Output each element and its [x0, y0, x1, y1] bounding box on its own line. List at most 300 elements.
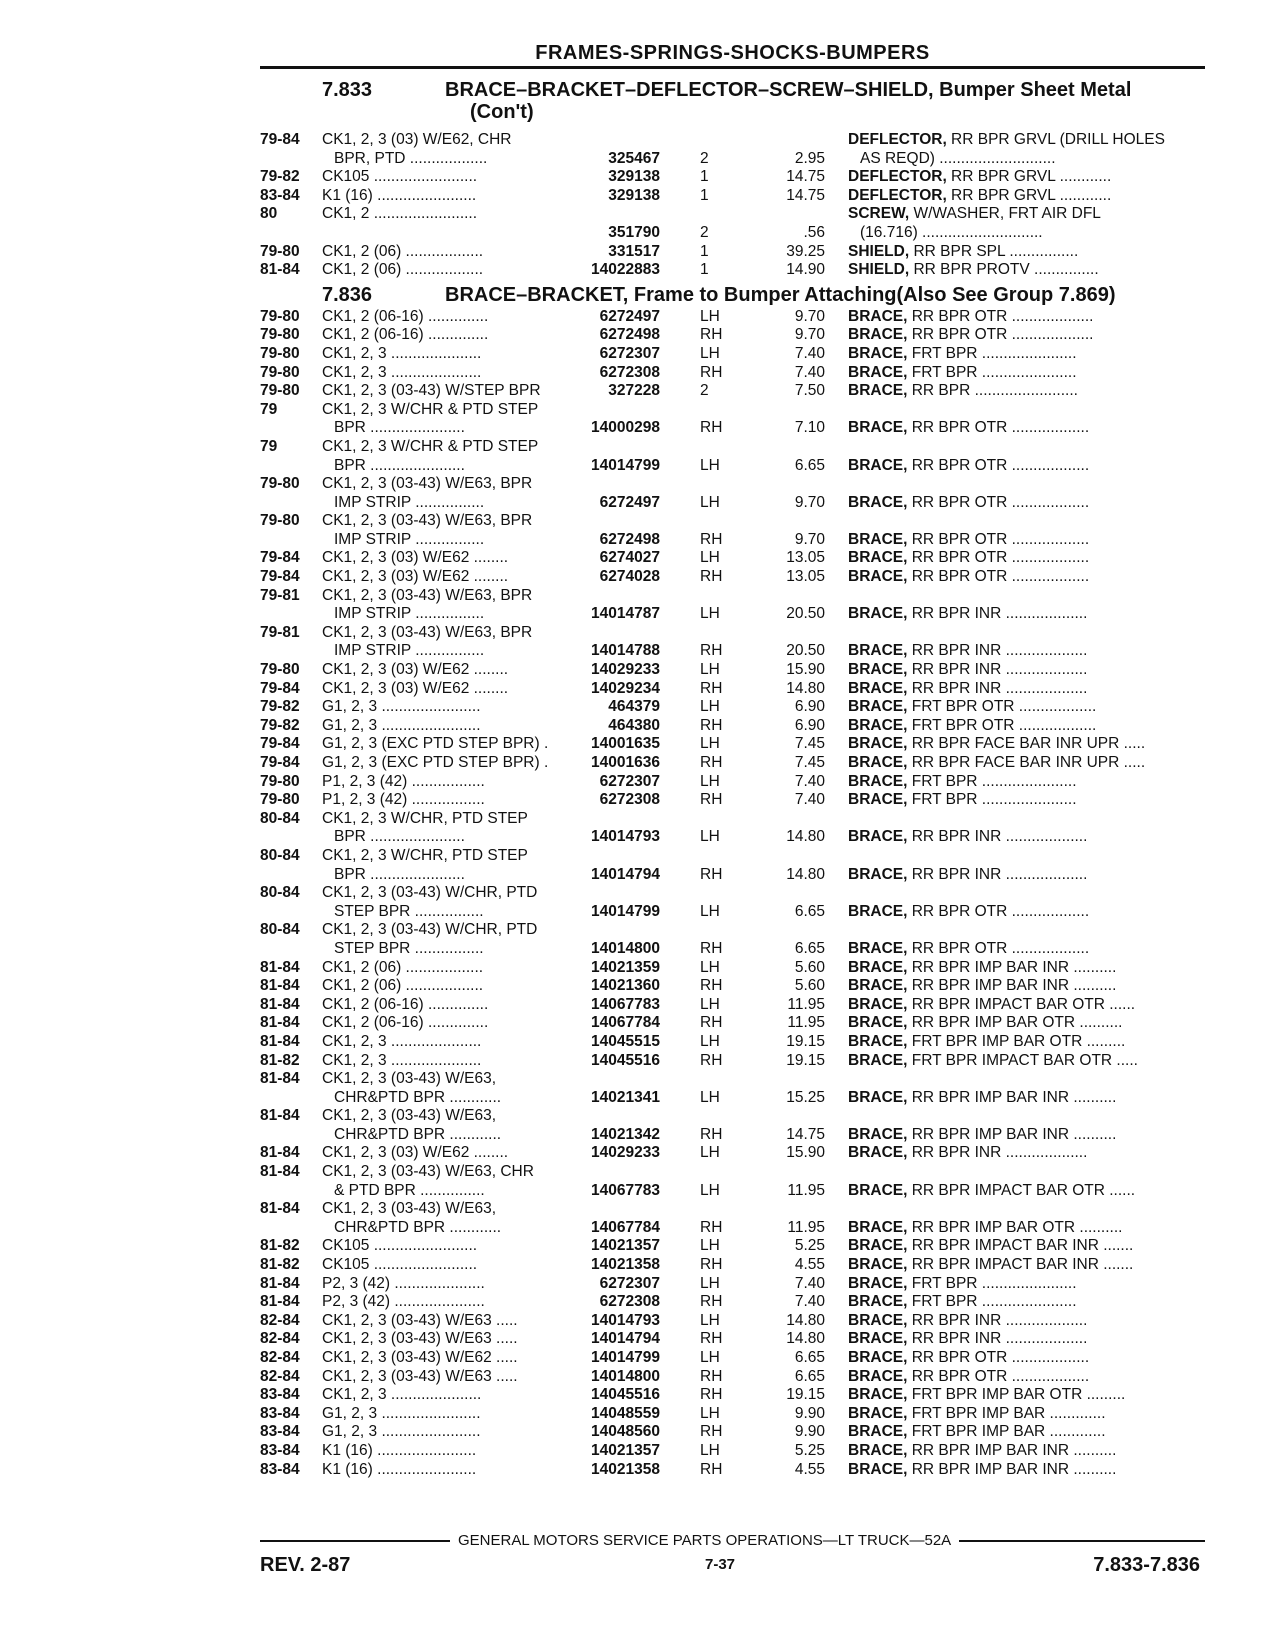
model-year: 79-84 — [260, 735, 300, 753]
price: 6.65 — [794, 902, 825, 920]
price: 14.80 — [786, 679, 825, 697]
part-row — [260, 1423, 1205, 1442]
part-row — [260, 1275, 1205, 1294]
part-name: BRACE, — [848, 326, 908, 344]
part-number: 327228 — [608, 382, 660, 400]
part-name: BRACE, — [848, 995, 908, 1013]
part-number: 14014793 — [591, 828, 660, 846]
part-description — [848, 605, 1208, 624]
model-usage: CK1, 2, 3 (03-43) W/CHR, PTD — [322, 921, 538, 939]
model-usage: CK1, 2, 3 (03-43) W/E63 ..... — [322, 1330, 518, 1348]
part-detail: RR BPR INR ................... — [907, 1144, 1088, 1162]
part-name: BRACE, — [848, 1256, 908, 1274]
model-usage: CK1, 2 (06-16) .............. — [322, 995, 489, 1013]
part-number: 14067783 — [591, 995, 660, 1013]
part-number: 14001635 — [591, 735, 660, 753]
price: 14.80 — [786, 828, 825, 846]
model-usage-cont: CHR&PTD BPR ............ — [334, 1125, 502, 1143]
model-usage: CK1, 2 (06-16) .............. — [322, 307, 489, 325]
part-name: DEFLECTOR, — [848, 131, 947, 148]
part-detail: RR BPR OTR .................. — [907, 1367, 1090, 1385]
quantity: LH — [700, 456, 720, 474]
model-usage: K1 (16) ....................... — [322, 186, 477, 204]
quantity: LH — [700, 772, 720, 790]
part-detail: RR BPR IMP BAR INR .......... — [907, 1125, 1117, 1143]
price: 4.55 — [794, 1460, 825, 1478]
part-row — [260, 735, 1205, 754]
part-name: BRACE, — [848, 865, 908, 883]
part-description — [848, 1014, 1208, 1033]
part-detail: RR BPR OTR .................. — [907, 568, 1090, 586]
group-title: BRACE–BRACKET–DEFLECTOR–SCREW–SHIELD, Bumper Sheet Metal — [445, 79, 1132, 101]
quantity: LH — [700, 902, 720, 920]
model-year: 82-84 — [260, 1311, 300, 1329]
part-row — [260, 698, 1205, 717]
part-detail: W/WASHER, FRT AIR DFL — [909, 205, 1101, 223]
quantity: RH — [700, 1218, 723, 1236]
model-year: 79-82 — [260, 716, 300, 734]
quantity: RH — [700, 1367, 723, 1385]
price: .56 — [803, 223, 825, 241]
part-name: BRACE, — [848, 661, 908, 679]
price: 15.25 — [786, 1088, 825, 1106]
model-year: 81-84 — [260, 1032, 300, 1050]
price: 11.95 — [787, 1014, 825, 1032]
part-description — [848, 828, 1208, 847]
group-title-cont: (Con't) — [470, 101, 534, 123]
part-detail: RR BPR IMPACT BAR OTR ...... — [907, 995, 1136, 1013]
model-usage-cont: CHR&PTD BPR ............ — [334, 1218, 502, 1236]
part-name: BRACE, — [848, 1386, 908, 1404]
part-description — [848, 187, 1208, 206]
model-usage: CK1, 2, 3 (03) W/E62 ........ — [322, 568, 509, 586]
model-usage-cont: IMP STRIP ................ — [334, 605, 485, 623]
part-name: BRACE, — [848, 1404, 908, 1422]
model-year: 83-84 — [260, 1386, 300, 1404]
price: 14.90 — [786, 261, 825, 279]
part-description — [848, 1293, 1208, 1312]
part-number: 14014788 — [591, 642, 660, 660]
price: 14.75 — [786, 168, 825, 186]
part-description — [848, 1386, 1208, 1405]
part-name: BRACE, — [848, 772, 908, 790]
part-row — [260, 131, 1205, 168]
part-number: 14048560 — [591, 1423, 660, 1441]
quantity: LH — [700, 549, 720, 567]
part-row — [260, 308, 1205, 327]
part-description — [848, 382, 1208, 401]
model-year: 81-84 — [260, 1144, 300, 1162]
part-name: BRACE, — [848, 1014, 908, 1032]
part-detail: FRT BPR OTR .................. — [907, 716, 1097, 734]
part-name: BRACE, — [848, 1032, 908, 1050]
part-detail: RR BPR INR ................... — [907, 679, 1088, 697]
part-name: BRACE, — [848, 493, 908, 511]
page-number: 7-37 — [705, 1556, 736, 1573]
price: 9.90 — [794, 1423, 825, 1441]
part-row — [260, 401, 1205, 438]
part-description — [848, 243, 1208, 262]
part-number: 14000298 — [591, 419, 660, 437]
part-number: 14029233 — [591, 661, 660, 679]
part-name: BRACE, — [848, 568, 908, 586]
model-year: 79-80 — [260, 242, 300, 260]
part-number: 14067784 — [591, 1014, 660, 1032]
part-row — [260, 1330, 1205, 1349]
part-number: 6272307 — [599, 344, 660, 362]
model-usage: P2, 3 (42) ..................... — [322, 1293, 485, 1311]
group-range: 7.833-7.836 — [1093, 1554, 1200, 1576]
part-row — [260, 1107, 1205, 1144]
model-usage-cont: BPR, PTD .................. — [334, 149, 488, 167]
part-row — [260, 1200, 1205, 1237]
model-year: 81-84 — [260, 995, 300, 1013]
group-heading-7833 — [260, 79, 1205, 131]
price: 20.50 — [786, 605, 825, 623]
model-usage: CK1, 2, 3 (03) W/E62 ........ — [322, 679, 509, 697]
part-row — [260, 205, 1205, 242]
quantity: RH — [700, 1125, 723, 1143]
part-number: 14021357 — [591, 1237, 660, 1255]
model-usage: CK1, 2, 3 ..................... — [322, 1386, 482, 1404]
part-row — [260, 1293, 1205, 1312]
part-number: 14029234 — [591, 679, 660, 697]
price: 6.90 — [794, 698, 825, 716]
quantity: RH — [700, 642, 723, 660]
group-number: 7.836 — [322, 283, 373, 306]
part-detail: RR BPR OTR .................. — [907, 902, 1090, 920]
part-row — [260, 587, 1205, 624]
part-row — [260, 512, 1205, 549]
part-name: BRACE, — [848, 605, 908, 623]
price: 14.80 — [786, 865, 825, 883]
group-number: 7.833 — [322, 79, 373, 101]
part-detail: RR BPR OTR .................. — [907, 456, 1090, 474]
price: 7.40 — [794, 363, 825, 381]
model-usage: CK1, 2, 3 ..................... — [322, 363, 482, 381]
price: 19.15 — [786, 1051, 825, 1069]
part-number: 14021358 — [591, 1256, 660, 1274]
quantity: RH — [700, 1423, 723, 1441]
quantity: LH — [700, 1181, 720, 1199]
price: 4.55 — [794, 1256, 825, 1274]
quantity: 1 — [700, 242, 709, 260]
part-description-cont: AS REQD) ........................... — [860, 149, 1056, 167]
model-usage: CK1, 2 (06) .................. — [322, 242, 484, 260]
quantity: RH — [700, 1051, 723, 1069]
quantity: 1 — [700, 168, 709, 186]
part-number: 6272497 — [599, 307, 660, 325]
part-description — [848, 531, 1208, 550]
part-description — [848, 680, 1208, 699]
part-description — [848, 903, 1208, 922]
part-description — [848, 1219, 1208, 1238]
part-row — [260, 884, 1205, 921]
quantity: LH — [700, 1349, 720, 1366]
model-year: 79 — [260, 437, 278, 455]
part-description — [848, 1144, 1208, 1163]
part-detail: FRT BPR ...................... — [907, 791, 1077, 809]
part-description — [848, 1052, 1208, 1071]
part-name: BRACE, — [848, 1311, 908, 1329]
quantity: LH — [700, 1441, 720, 1459]
model-year: 79-81 — [260, 586, 300, 604]
model-year: 79-84 — [260, 568, 300, 586]
part-detail: RR BPR SPL ................ — [909, 242, 1079, 260]
part-name: BRACE, — [848, 549, 908, 567]
part-detail: RR BPR ........................ — [907, 382, 1078, 400]
part-row — [260, 977, 1205, 996]
model-year: 82-84 — [260, 1330, 300, 1348]
part-row — [260, 1405, 1205, 1424]
part-name: BRACE, — [848, 1367, 908, 1385]
part-description — [848, 568, 1208, 587]
part-number: 464379 — [608, 698, 660, 716]
price: 5.25 — [794, 1237, 825, 1255]
part-name: BRACE, — [848, 939, 908, 957]
part-name: BRACE, — [848, 456, 908, 474]
part-description — [848, 866, 1208, 885]
quantity: RH — [700, 530, 723, 548]
model-usage-cont: IMP STRIP ................ — [334, 642, 485, 660]
part-number: 6274028 — [599, 568, 660, 586]
part-row — [260, 1014, 1205, 1033]
part-number: 6272498 — [599, 530, 660, 548]
part-detail: RR BPR GRVL ............ — [946, 168, 1112, 186]
quantity: RH — [700, 1330, 723, 1348]
price: 5.60 — [794, 958, 825, 976]
part-row — [260, 1144, 1205, 1163]
catalog-page — [260, 40, 1205, 1479]
part-row — [260, 1052, 1205, 1071]
part-row — [260, 438, 1205, 475]
model-year: 79-80 — [260, 791, 300, 809]
quantity: RH — [700, 679, 723, 697]
model-usage-cont: BPR ...................... — [334, 865, 465, 883]
model-usage: G1, 2, 3 ....................... — [322, 1423, 481, 1441]
price: 7.50 — [794, 382, 825, 400]
model-year: 81-84 — [260, 1293, 300, 1311]
model-usage: CK1, 2, 3 (03) W/E62, CHR — [322, 131, 512, 148]
model-year: 80-84 — [260, 921, 300, 939]
model-usage: CK1, 2, 3 (03-43) W/E63 ..... — [322, 1311, 518, 1329]
quantity: 2 — [700, 382, 709, 400]
quantity: 1 — [700, 261, 709, 279]
part-number: 329138 — [608, 168, 660, 186]
part-name: BRACE, — [848, 679, 908, 697]
part-number: 14001636 — [591, 754, 660, 771]
part-description-cont: (16.716) ............................ — [860, 223, 1043, 241]
part-number: 14021357 — [591, 1441, 660, 1459]
part-number: 14014800 — [591, 1367, 660, 1385]
model-usage: CK1, 2, 3 (03-43) W/E63, — [322, 1200, 497, 1218]
price: 6.90 — [794, 716, 825, 734]
part-row — [260, 661, 1205, 680]
part-detail: FRT BPR OTR .................. — [907, 698, 1097, 716]
model-usage: CK1, 2, 3 (03-43) W/E63, BPR — [322, 475, 533, 493]
quantity: RH — [700, 754, 723, 771]
part-name: BRACE, — [848, 1293, 908, 1311]
quantity: LH — [700, 605, 720, 623]
part-name: BRACE, — [848, 977, 908, 995]
part-description — [848, 1275, 1208, 1294]
part-detail: RR BPR FACE BAR INR UPR ..... — [907, 735, 1146, 753]
part-number: 14014800 — [591, 939, 660, 957]
model-usage: CK1, 2, 3 ..................... — [322, 1032, 482, 1050]
quantity: RH — [700, 865, 723, 883]
part-row — [260, 810, 1205, 847]
part-detail: FRT BPR ...................... — [907, 1293, 1077, 1311]
model-usage-cont: BPR ...................... — [334, 419, 465, 437]
price: 7.40 — [794, 772, 825, 790]
quantity: RH — [700, 568, 723, 586]
part-number: 14021359 — [591, 958, 660, 976]
quantity: RH — [700, 419, 723, 437]
model-usage: CK105 ........................ — [322, 168, 478, 186]
model-year: 79-80 — [260, 772, 300, 790]
model-year: 79-80 — [260, 326, 300, 344]
part-row — [260, 1368, 1205, 1387]
part-number: 14067783 — [591, 1181, 660, 1199]
model-usage: CK1, 2, 3 (03-43) W/CHR, PTD — [322, 884, 538, 902]
model-usage: CK1, 2 (06-16) .............. — [322, 326, 489, 344]
part-name: BRACE, — [848, 363, 908, 381]
page-title: FRAMES-SPRINGS-SHOCKS-BUMPERS — [535, 42, 930, 64]
part-detail: RR BPR IMP BAR INR .......... — [907, 1088, 1117, 1106]
part-detail: RR BPR OTR .................. — [907, 493, 1090, 511]
part-row — [260, 187, 1205, 206]
part-description — [848, 457, 1208, 476]
part-number: 14022883 — [591, 261, 660, 279]
part-description — [848, 205, 1208, 224]
part-number: 14014794 — [591, 1330, 660, 1348]
model-usage: CK1, 2 (06-16) .............. — [322, 1014, 489, 1032]
part-description — [848, 131, 1208, 150]
price: 5.25 — [794, 1441, 825, 1459]
part-row — [260, 382, 1205, 401]
part-row — [260, 1070, 1205, 1107]
model-usage: CK1, 2, 3 (03) W/E62 ........ — [322, 1144, 509, 1162]
part-number: 6272307 — [599, 772, 660, 790]
part-description — [848, 1256, 1208, 1275]
part-row — [260, 921, 1205, 958]
part-name: BRACE, — [848, 828, 908, 846]
quantity: LH — [700, 661, 720, 679]
quantity: LH — [700, 828, 720, 846]
part-description — [848, 717, 1208, 736]
group-title: BRACE–BRACKET, Frame to Bumper Attaching(Also See Group 7.869) — [445, 283, 1116, 306]
part-name: BRACE, — [848, 754, 908, 771]
part-description — [848, 1126, 1208, 1145]
part-detail: RR BPR OTR .................. — [907, 1349, 1090, 1366]
price: 7.40 — [794, 791, 825, 809]
part-row — [260, 475, 1205, 512]
price: 7.40 — [794, 1293, 825, 1311]
model-year: 81-84 — [260, 1070, 300, 1088]
model-usage-cont: CHR&PTD BPR ............ — [334, 1088, 502, 1106]
part-number: 325467 — [608, 149, 660, 167]
model-year: 82-84 — [260, 1367, 300, 1385]
part-name: BRACE, — [848, 1330, 908, 1348]
part-description — [848, 326, 1208, 345]
price: 13.05 — [786, 568, 825, 586]
part-description — [848, 1461, 1208, 1480]
part-description — [848, 1033, 1208, 1052]
quantity: LH — [700, 958, 720, 976]
part-description — [848, 698, 1208, 717]
model-year: 79-80 — [260, 382, 300, 400]
model-usage-cont: IMP STRIP ................ — [334, 530, 485, 548]
price: 6.65 — [794, 1349, 825, 1366]
part-description — [848, 345, 1208, 364]
model-usage: CK1, 2, 3 W/CHR, PTD STEP — [322, 846, 528, 864]
model-year: 81-84 — [260, 1163, 300, 1181]
model-year: 79-80 — [260, 512, 300, 530]
part-row — [260, 959, 1205, 978]
part-row — [260, 791, 1205, 810]
part-detail: FRT BPR ...................... — [907, 1274, 1077, 1292]
model-usage: CK1, 2, 3 W/CHR, PTD STEP — [322, 809, 528, 827]
price: 20.50 — [786, 642, 825, 660]
part-row — [260, 1033, 1205, 1052]
model-year: 80-84 — [260, 884, 300, 902]
price: 2.95 — [794, 149, 825, 167]
part-description — [848, 661, 1208, 680]
price: 7.45 — [794, 754, 825, 771]
model-year: 79-82 — [260, 698, 300, 716]
part-description — [848, 735, 1208, 754]
part-name: BRACE, — [848, 1144, 908, 1162]
part-description — [848, 996, 1208, 1015]
part-name: BRACE, — [848, 735, 908, 753]
part-row — [260, 996, 1205, 1015]
part-number: 6272308 — [599, 363, 660, 381]
part-row — [260, 773, 1205, 792]
part-detail: RR BPR INR ................... — [907, 1311, 1088, 1329]
part-row — [260, 549, 1205, 568]
part-detail: RR BPR PROTV ............... — [909, 261, 1099, 279]
price: 14.80 — [786, 1311, 825, 1329]
part-detail: RR BPR OTR ................... — [907, 307, 1094, 325]
part-row — [260, 1349, 1205, 1368]
model-usage: G1, 2, 3 (EXC PTD STEP BPR) . — [322, 754, 549, 771]
quantity: LH — [700, 1237, 720, 1255]
model-usage: CK1, 2, 3 W/CHR & PTD STEP — [322, 400, 539, 418]
part-row — [260, 168, 1205, 187]
model-year: 81-82 — [260, 1237, 300, 1255]
part-row — [260, 243, 1205, 262]
parts-list-7833 — [260, 131, 1205, 280]
part-name: BRACE, — [848, 698, 908, 716]
part-detail: RR BPR IMP BAR OTR .......... — [907, 1218, 1123, 1236]
part-row — [260, 680, 1205, 699]
part-description — [848, 308, 1208, 327]
part-detail: RR BPR OTR .................. — [907, 530, 1090, 548]
part-row — [260, 624, 1205, 661]
part-number: 14045516 — [591, 1051, 660, 1069]
part-name: BRACE, — [848, 1051, 908, 1069]
model-year: 79-80 — [260, 363, 300, 381]
footer-rule-right — [959, 1540, 1205, 1542]
part-detail: FRT BPR IMPACT BAR OTR ..... — [907, 1051, 1138, 1069]
part-detail: RR BPR INR ................... — [907, 642, 1088, 660]
part-description — [848, 1182, 1208, 1201]
part-row — [260, 1163, 1205, 1200]
part-number: 6274027 — [599, 549, 660, 567]
price: 14.75 — [786, 1125, 825, 1143]
part-number: 14029233 — [591, 1144, 660, 1162]
part-name: BRACE, — [848, 382, 908, 400]
